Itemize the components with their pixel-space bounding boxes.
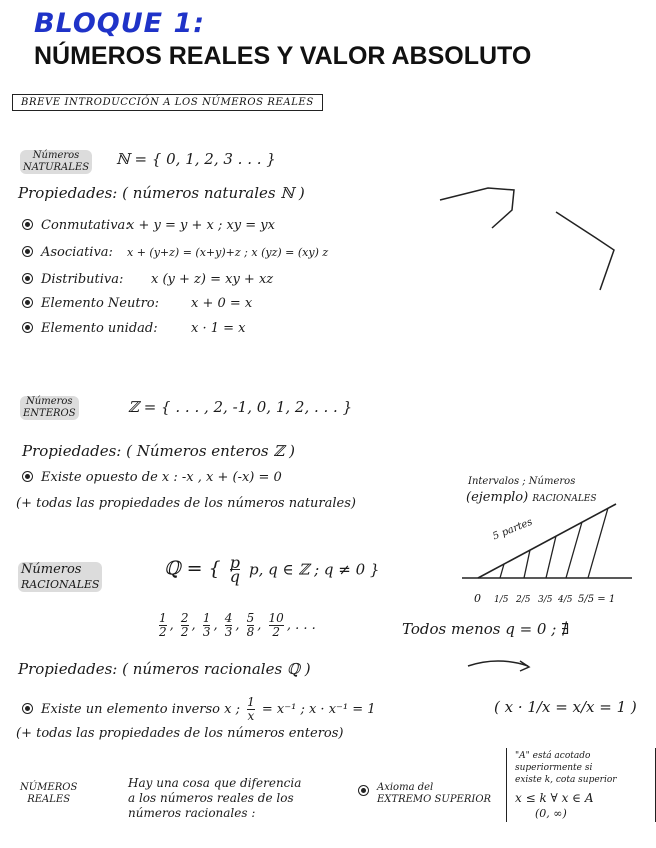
example-fraction: $\frac{2}{2}$ (180, 611, 189, 639)
naturales-label-line2: NATURALES (23, 162, 90, 173)
prop-asociativa: Asociativa: x + (y+z) = (x+y)+z ; x (yz) = (xy) z (22, 245, 328, 260)
enteros-label-line2: ENTEROS (23, 408, 76, 419)
reales-diff-line2: a los números reales de los (128, 791, 294, 805)
inverse-fraction: $\frac{1}{x}$ (247, 695, 255, 723)
tick-label-4: 4/5 (558, 595, 573, 605)
example-fraction: $\frac{5}{8}$ (246, 611, 255, 639)
cota-superior-box (506, 748, 656, 822)
enteros-set: ℤ = { . . . , 2, -1, 0, 1, 2, . . . } (128, 398, 353, 416)
example-fraction: $\frac{10}{2}$ (268, 611, 284, 639)
enteros-prop-heading: Propiedades: ( Números enteros ℤ ) (22, 442, 295, 460)
axioma-line2: EXTREMO SUPERIOR (377, 794, 492, 805)
reales-diff-line3: números racionales : (128, 806, 256, 820)
racionales-note: (+ todas las propiedades de los números enteros) (16, 726, 344, 741)
box-line3: existe k, cota superior (515, 775, 617, 785)
reales-difference-text (128, 776, 301, 821)
scribble-mark-2 (556, 212, 614, 290)
reales-label (20, 782, 77, 806)
tick-label-5: 5/5 = 1 (578, 594, 616, 605)
tick-label-3: 3/5 (538, 595, 553, 605)
box-line4: x ≤ k ∀ x ∈ A (515, 791, 594, 805)
intervalos-title: Intervalos ; Números (468, 476, 576, 487)
axioma-extremo-superior (358, 782, 490, 806)
racionales-set: ℚ = { $\frac{p}{q}$ p, q ∈ ℤ ; q ≠ 0 } (164, 553, 380, 586)
tick-label-2: 2/5 (516, 595, 531, 605)
naturales-set: ℕ = { 0, 1, 2, 3 . . . } (116, 150, 276, 168)
reales-diff-line1: Hay una cosa que diferencia (128, 776, 302, 790)
scribble-mark-1 (440, 188, 514, 228)
page-title: NÚMEROS REALES Y VALOR ABSOLUTO (34, 42, 532, 70)
enteros-note: (+ todas las propiedades de los números naturales) (16, 496, 356, 511)
racionales-examples: $\frac{1}{2}$ , $\frac{2}{2}$ , $\frac{1}{3}$ , $\frac{4}{3}$ , $\frac{5}{8}$ , $\frac{10}{2}$ , . . . (159, 611, 316, 639)
block-number: BLOQUE 1: (34, 8, 206, 39)
example-fraction: $\frac{1}{3}$ (202, 611, 211, 639)
arrowhead-icon (520, 661, 529, 671)
tick-label-0: 0 (474, 592, 481, 605)
box-line5: (0, ∞) (535, 807, 567, 820)
example-fraction: $\frac{4}{3}$ (224, 611, 233, 639)
partition-line (588, 508, 608, 578)
enteros-prop-opuesto: Existe opuesto de x : -x , x + (-x) = 0 (22, 470, 282, 485)
naturales-label-line1: Números (32, 150, 80, 161)
racionales-label-line2: RACIONALES (21, 578, 100, 591)
axioma-line1: Axioma del (377, 782, 434, 793)
racionales-set-fraction: $\frac{p}{q}$ (229, 553, 240, 586)
partition-line (546, 536, 556, 578)
enteros-label-line1: Números (26, 396, 73, 407)
intervalos-subtitle: (ejemplo) RACIONALES (466, 490, 597, 505)
naturales-prop-heading: Propiedades: ( números naturales ℕ ) (18, 184, 305, 202)
prop-neutro: Elemento Neutro: x + 0 = x (22, 296, 252, 311)
prop-unidad: Elemento unidad: x · 1 = x (22, 321, 246, 336)
partition-line (524, 550, 530, 578)
box-line2: superiormente si (515, 763, 593, 773)
racionales-label-line1: Números (21, 562, 82, 577)
example-fraction: $\frac{1}{2}$ (159, 611, 167, 639)
reales-label-line1: NÚMEROS (20, 782, 78, 793)
diagonal-line (478, 504, 616, 578)
racionales-prop-inverso: Existe un elemento inverso x ; $\frac{1}{x}$ = x⁻¹ ; x · x⁻¹ = 1 (22, 696, 376, 723)
box-line1: "A" está acotado (515, 751, 591, 761)
racionales-prop-heading: Propiedades: ( números racionales ℚ ) (18, 660, 311, 678)
bullet-icon (358, 785, 369, 796)
racionales-inverse-paren: ( x · 1/x = x/x = 1 ) (494, 698, 637, 716)
intro-box: BREVE INTRODUCCIÓN A LOS NÚMEROS REALES (12, 94, 323, 111)
prop-distributiva: Distributiva: x (y + z) = xy + xz (22, 272, 273, 287)
curved-arrow-icon (468, 661, 528, 666)
racionales-exclusion: Todos menos q = 0 ; ∄ (402, 620, 570, 638)
intervalos-partes: 5 partes (491, 516, 535, 543)
reales-label-line2: REALES (27, 794, 71, 805)
prop-conmutativa: Conmutativa:x + y = y + x ; xy = yx (22, 218, 275, 233)
tick-label-1: 1/5 (494, 595, 509, 605)
